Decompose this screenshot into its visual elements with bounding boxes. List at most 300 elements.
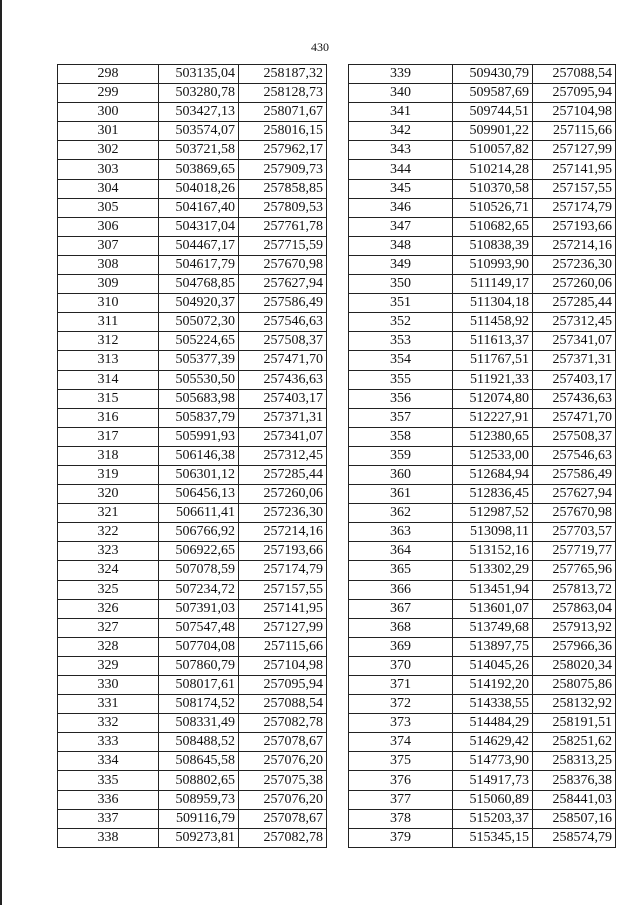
point-number-cell: 314 [58,370,159,389]
x-coordinate-cell: 514338,55 [453,695,533,714]
y-coordinate-cell: 257546,63 [533,446,616,465]
y-coordinate-cell: 257115,66 [533,122,616,141]
point-number-cell: 328 [58,637,159,656]
x-coordinate-cell: 513152,16 [453,542,533,561]
x-coordinate-cell: 510370,58 [453,179,533,198]
x-coordinate-cell: 514484,29 [453,714,533,733]
x-coordinate-cell: 513098,11 [453,523,533,542]
x-coordinate-cell: 504317,04 [159,217,239,236]
x-coordinate-cell: 503280,78 [159,84,239,103]
y-coordinate-cell: 257236,30 [533,255,616,274]
point-number-cell: 322 [58,523,159,542]
x-coordinate-cell: 515060,89 [453,790,533,809]
x-coordinate-cell: 510838,39 [453,236,533,255]
x-coordinate-cell: 506301,12 [159,465,239,484]
y-coordinate-cell: 257508,37 [533,427,616,446]
table-row [58,198,327,217]
point-number-cell: 346 [349,198,453,217]
y-coordinate-cell: 257765,96 [533,561,616,580]
y-coordinate-cell: 257157,55 [239,580,327,599]
point-number-cell: 337 [58,809,159,828]
table-row [58,351,327,370]
table-row [58,656,327,675]
point-number-cell: 330 [58,676,159,695]
y-coordinate-cell: 257312,45 [533,313,616,332]
y-coordinate-cell: 257088,54 [533,65,616,84]
table-row [349,485,616,504]
y-coordinate-cell: 257371,31 [533,351,616,370]
table-row [349,771,616,790]
point-number-cell: 342 [349,122,453,141]
point-number-cell: 373 [349,714,453,733]
point-number-cell: 378 [349,809,453,828]
point-number-cell: 334 [58,752,159,771]
x-coordinate-cell: 506146,38 [159,446,239,465]
y-coordinate-cell: 257703,57 [533,523,616,542]
table-row [58,294,327,313]
x-coordinate-cell: 507234,72 [159,580,239,599]
point-number-cell: 340 [349,84,453,103]
table-row [349,370,616,389]
point-number-cell: 351 [349,294,453,313]
y-coordinate-cell: 257436,63 [533,389,616,408]
y-coordinate-cell: 258075,86 [533,676,616,695]
x-coordinate-cell: 511921,33 [453,370,533,389]
point-number-cell: 324 [58,561,159,580]
y-coordinate-cell: 257095,94 [533,84,616,103]
x-coordinate-cell: 508331,49 [159,714,239,733]
x-coordinate-cell: 508488,52 [159,733,239,752]
point-number-cell: 307 [58,236,159,255]
table-row [349,294,616,313]
x-coordinate-cell: 505224,65 [159,332,239,351]
x-coordinate-cell: 509430,79 [453,65,533,84]
y-coordinate-cell: 257627,94 [533,485,616,504]
y-coordinate-cell: 257214,16 [533,236,616,255]
y-coordinate-cell: 257193,66 [239,542,327,561]
y-coordinate-cell: 257141,95 [239,599,327,618]
x-coordinate-cell: 514917,73 [453,771,533,790]
x-coordinate-cell: 509901,22 [453,122,533,141]
table-row [58,313,327,332]
x-coordinate-cell: 504018,26 [159,179,239,198]
y-coordinate-cell: 257813,72 [533,580,616,599]
y-coordinate-cell: 257863,04 [533,599,616,618]
x-coordinate-cell: 504768,85 [159,275,239,294]
x-coordinate-cell: 511613,37 [453,332,533,351]
point-number-cell: 315 [58,389,159,408]
point-number-cell: 306 [58,217,159,236]
point-number-cell: 332 [58,714,159,733]
y-coordinate-cell: 257586,49 [239,294,327,313]
y-coordinate-cell: 258016,15 [239,122,327,141]
point-number-cell: 347 [349,217,453,236]
table-row [58,752,327,771]
table-row [58,790,327,809]
table-row [58,542,327,561]
table-row [349,523,616,542]
point-number-cell: 355 [349,370,453,389]
table-row [349,752,616,771]
point-number-cell: 298 [58,65,159,84]
y-coordinate-cell: 257104,98 [533,103,616,122]
point-number-cell: 303 [58,160,159,179]
x-coordinate-cell: 512227,91 [453,408,533,427]
point-number-cell: 350 [349,275,453,294]
table-row [349,695,616,714]
point-number-cell: 308 [58,255,159,274]
table-row [58,275,327,294]
table-row [349,122,616,141]
point-number-cell: 353 [349,332,453,351]
coordinates-table-left [57,64,327,848]
point-number-cell: 321 [58,504,159,523]
x-coordinate-cell: 509587,69 [453,84,533,103]
y-coordinate-cell: 258128,73 [239,84,327,103]
table-row [349,332,616,351]
x-coordinate-cell: 512074,80 [453,389,533,408]
table-row [58,485,327,504]
point-number-cell: 360 [349,465,453,484]
point-number-cell: 369 [349,637,453,656]
x-coordinate-cell: 510682,65 [453,217,533,236]
x-coordinate-cell: 504467,17 [159,236,239,255]
table-row [58,599,327,618]
point-number-cell: 357 [349,408,453,427]
point-number-cell: 311 [58,313,159,332]
point-number-cell: 362 [349,504,453,523]
y-coordinate-cell: 257076,20 [239,790,327,809]
x-coordinate-cell: 505837,79 [159,408,239,427]
y-coordinate-cell: 257174,79 [239,561,327,580]
table-row [58,389,327,408]
x-coordinate-cell: 511149,17 [453,275,533,294]
point-number-cell: 364 [349,542,453,561]
table-row [58,141,327,160]
x-coordinate-cell: 510057,82 [453,141,533,160]
table-row [349,84,616,103]
y-coordinate-cell: 257403,17 [239,389,327,408]
x-coordinate-cell: 513302,29 [453,561,533,580]
table-row [58,676,327,695]
x-coordinate-cell: 505991,93 [159,427,239,446]
table-row [58,255,327,274]
table-row [58,828,327,847]
table-row [349,141,616,160]
table-row [58,332,327,351]
y-coordinate-cell: 257909,73 [239,160,327,179]
point-number-cell: 338 [58,828,159,847]
y-coordinate-cell: 258313,25 [533,752,616,771]
point-number-cell: 371 [349,676,453,695]
y-coordinate-cell: 257141,95 [533,160,616,179]
table-row [58,103,327,122]
table-row [349,351,616,370]
point-number-cell: 309 [58,275,159,294]
table-row [349,389,616,408]
point-number-cell: 319 [58,465,159,484]
x-coordinate-cell: 505072,30 [159,313,239,332]
y-coordinate-cell: 257285,44 [239,465,327,484]
y-coordinate-cell: 257719,77 [533,542,616,561]
x-coordinate-cell: 507078,59 [159,561,239,580]
point-number-cell: 361 [349,485,453,504]
table-row [58,618,327,637]
point-number-cell: 363 [349,523,453,542]
y-coordinate-cell: 257075,38 [239,771,327,790]
point-number-cell: 327 [58,618,159,637]
x-coordinate-cell: 509273,81 [159,828,239,847]
y-coordinate-cell: 258020,34 [533,656,616,675]
table-row [349,427,616,446]
table-row [349,236,616,255]
y-coordinate-cell: 258251,62 [533,733,616,752]
table-row [349,103,616,122]
point-number-cell: 356 [349,389,453,408]
point-number-cell: 300 [58,103,159,122]
x-coordinate-cell: 512380,65 [453,427,533,446]
y-coordinate-cell: 257341,07 [533,332,616,351]
point-number-cell: 301 [58,122,159,141]
table-row [58,771,327,790]
x-coordinate-cell: 508017,61 [159,676,239,695]
y-coordinate-cell: 258191,51 [533,714,616,733]
point-number-cell: 339 [349,65,453,84]
x-coordinate-cell: 511304,18 [453,294,533,313]
y-coordinate-cell: 257761,78 [239,217,327,236]
point-number-cell: 320 [58,485,159,504]
point-number-cell: 326 [58,599,159,618]
point-number-cell: 344 [349,160,453,179]
y-coordinate-cell: 258187,32 [239,65,327,84]
table-row [58,523,327,542]
x-coordinate-cell: 506611,41 [159,504,239,523]
y-coordinate-cell: 257858,85 [239,179,327,198]
table-row [349,561,616,580]
table-row [349,408,616,427]
x-coordinate-cell: 510993,90 [453,255,533,274]
y-coordinate-cell: 257312,45 [239,446,327,465]
point-number-cell: 345 [349,179,453,198]
y-coordinate-cell: 257471,70 [533,408,616,427]
table-row [58,446,327,465]
table-row [349,542,616,561]
table-row [349,179,616,198]
x-coordinate-cell: 508802,65 [159,771,239,790]
point-number-cell: 359 [349,446,453,465]
x-coordinate-cell: 514629,42 [453,733,533,752]
point-number-cell: 305 [58,198,159,217]
point-number-cell: 331 [58,695,159,714]
x-coordinate-cell: 509744,51 [453,103,533,122]
point-number-cell: 376 [349,771,453,790]
y-coordinate-cell: 258376,38 [533,771,616,790]
point-number-cell: 302 [58,141,159,160]
y-coordinate-cell: 257088,54 [239,695,327,714]
point-number-cell: 323 [58,542,159,561]
x-coordinate-cell: 512684,94 [453,465,533,484]
x-coordinate-cell: 514773,90 [453,752,533,771]
point-number-cell: 375 [349,752,453,771]
x-coordinate-cell: 510214,28 [453,160,533,179]
x-coordinate-cell: 505683,98 [159,389,239,408]
point-number-cell: 341 [349,103,453,122]
y-coordinate-cell: 257082,78 [239,828,327,847]
page-edge-line [0,0,2,905]
y-coordinate-cell: 257127,99 [239,618,327,637]
table-row [349,618,616,637]
x-coordinate-cell: 515203,37 [453,809,533,828]
y-coordinate-cell: 258071,67 [239,103,327,122]
point-number-cell: 354 [349,351,453,370]
x-coordinate-cell: 507704,08 [159,637,239,656]
x-coordinate-cell: 514045,26 [453,656,533,675]
table-row [58,179,327,198]
table-row [349,733,616,752]
y-coordinate-cell: 257127,99 [533,141,616,160]
x-coordinate-cell: 504617,79 [159,255,239,274]
table-row [58,122,327,141]
table-row [58,695,327,714]
point-number-cell: 358 [349,427,453,446]
y-coordinate-cell: 257403,17 [533,370,616,389]
x-coordinate-cell: 511458,92 [453,313,533,332]
x-coordinate-cell: 515345,15 [453,828,533,847]
y-coordinate-cell: 257157,55 [533,179,616,198]
table-row [349,828,616,847]
table-row [349,446,616,465]
point-number-cell: 377 [349,790,453,809]
table-row [58,65,327,84]
table-row [349,809,616,828]
table-row [58,504,327,523]
y-coordinate-cell: 257436,63 [239,370,327,389]
y-coordinate-cell: 257285,44 [533,294,616,313]
y-coordinate-cell: 257471,70 [239,351,327,370]
point-number-cell: 352 [349,313,453,332]
x-coordinate-cell: 513897,75 [453,637,533,656]
table-row [349,198,616,217]
table-row [58,714,327,733]
y-coordinate-cell: 257627,94 [239,275,327,294]
point-number-cell: 335 [58,771,159,790]
y-coordinate-cell: 257236,30 [239,504,327,523]
y-coordinate-cell: 257193,66 [533,217,616,236]
point-number-cell: 379 [349,828,453,847]
point-number-cell: 316 [58,408,159,427]
table-row [349,65,616,84]
point-number-cell: 310 [58,294,159,313]
x-coordinate-cell: 503721,58 [159,141,239,160]
table-row [349,790,616,809]
x-coordinate-cell: 506922,65 [159,542,239,561]
x-coordinate-cell: 513749,68 [453,618,533,637]
x-coordinate-cell: 505377,39 [159,351,239,370]
y-coordinate-cell: 258132,92 [533,695,616,714]
table-row [58,561,327,580]
point-number-cell: 348 [349,236,453,255]
coordinates-table-right [348,64,616,848]
table-row [349,160,616,179]
point-number-cell: 336 [58,790,159,809]
point-number-cell: 333 [58,733,159,752]
y-coordinate-cell: 257174,79 [533,198,616,217]
x-coordinate-cell: 511767,51 [453,351,533,370]
x-coordinate-cell: 513601,07 [453,599,533,618]
table-row [349,656,616,675]
table-row [58,408,327,427]
x-coordinate-cell: 508959,73 [159,790,239,809]
y-coordinate-cell: 257546,63 [239,313,327,332]
y-coordinate-cell: 257586,49 [533,465,616,484]
table-row [58,733,327,752]
x-coordinate-cell: 513451,94 [453,580,533,599]
y-coordinate-cell: 257966,36 [533,637,616,656]
y-coordinate-cell: 257508,37 [239,332,327,351]
point-number-cell: 365 [349,561,453,580]
table-row [58,160,327,179]
x-coordinate-cell: 509116,79 [159,809,239,828]
table-row [58,427,327,446]
table-row [349,275,616,294]
x-coordinate-cell: 503135,04 [159,65,239,84]
point-number-cell: 372 [349,695,453,714]
y-coordinate-cell: 257095,94 [239,676,327,695]
point-number-cell: 313 [58,351,159,370]
x-coordinate-cell: 503574,07 [159,122,239,141]
x-coordinate-cell: 503427,13 [159,103,239,122]
table-row [349,217,616,236]
x-coordinate-cell: 512987,52 [453,504,533,523]
point-number-cell: 299 [58,84,159,103]
page-number: 430 [311,40,329,54]
point-number-cell: 312 [58,332,159,351]
y-coordinate-cell: 257962,17 [239,141,327,160]
x-coordinate-cell: 504167,40 [159,198,239,217]
y-coordinate-cell: 257076,20 [239,752,327,771]
x-coordinate-cell: 508645,58 [159,752,239,771]
x-coordinate-cell: 507860,79 [159,656,239,675]
point-number-cell: 329 [58,656,159,675]
y-coordinate-cell: 257809,53 [239,198,327,217]
y-coordinate-cell: 258441,03 [533,790,616,809]
point-number-cell: 349 [349,255,453,274]
y-coordinate-cell: 257214,16 [239,523,327,542]
point-number-cell: 366 [349,580,453,599]
y-coordinate-cell: 257715,59 [239,236,327,255]
table-row [58,84,327,103]
y-coordinate-cell: 257082,78 [239,714,327,733]
point-number-cell: 325 [58,580,159,599]
x-coordinate-cell: 504920,37 [159,294,239,313]
y-coordinate-cell: 257371,31 [239,408,327,427]
x-coordinate-cell: 507547,48 [159,618,239,637]
table-row [58,637,327,656]
y-coordinate-cell: 258574,79 [533,828,616,847]
table-row [349,580,616,599]
table-row [349,714,616,733]
y-coordinate-cell: 257260,06 [533,275,616,294]
point-number-cell: 368 [349,618,453,637]
x-coordinate-cell: 503869,65 [159,160,239,179]
y-coordinate-cell: 257260,06 [239,485,327,504]
point-number-cell: 318 [58,446,159,465]
table-row [349,255,616,274]
y-coordinate-cell: 257670,98 [239,255,327,274]
x-coordinate-cell: 505530,50 [159,370,239,389]
y-coordinate-cell: 257913,92 [533,618,616,637]
point-number-cell: 304 [58,179,159,198]
